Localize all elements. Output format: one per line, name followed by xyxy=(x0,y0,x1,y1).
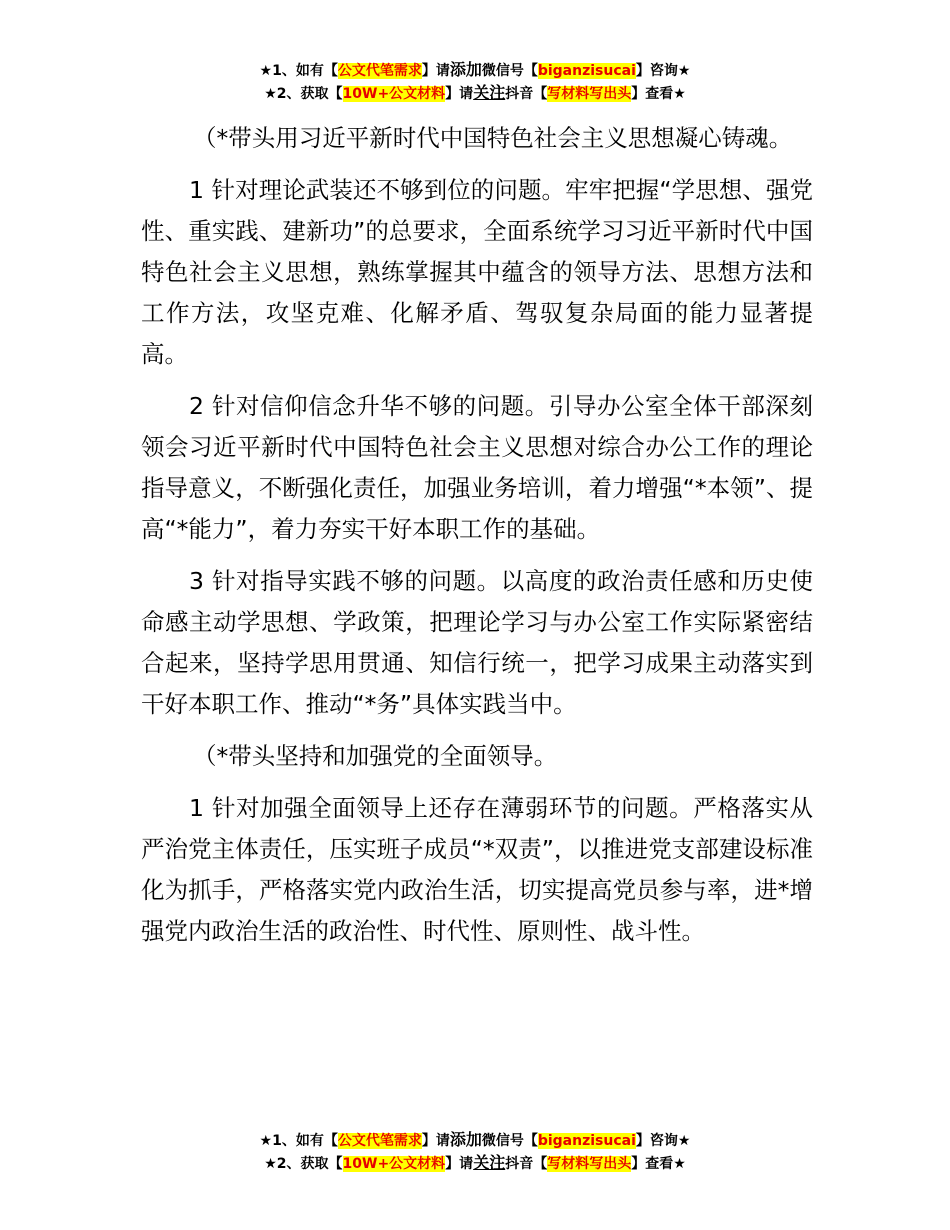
section-heading: （*带头用习近平新时代中国特色社会主义思想凝心铸魂。 xyxy=(193,124,793,152)
banner-line-2 xyxy=(0,1152,950,1175)
banner-line-1 xyxy=(0,59,950,82)
banner-text: 】查看★ xyxy=(631,86,686,102)
banner-highlight: biganzisucai xyxy=(537,1133,636,1149)
header-banner xyxy=(0,59,950,105)
banner-text: ★2、获取【 xyxy=(264,86,343,102)
banner-text: ★1、如有【 xyxy=(259,1133,338,1149)
banner-highlight: 写材料写出头 xyxy=(547,1156,632,1172)
banner-text: 】查看★ xyxy=(631,1156,686,1172)
banner-text: ★2、获取【 xyxy=(264,1156,343,1172)
body-paragraph: 1 针对理论武装还不够到位的问题。牢牢把握“学思想、强党性、重实践、建新功”的总要求，全面系统学习习近平新时代中国特色社会主义思想，熟练掌握其中蕴含的领导方法、思想方法和工作方法，攻坚克难、化解矛盾、驾驭复杂局面的能力显著提高。 xyxy=(141,176,813,368)
body-paragraph: 3 针对指导实践不够的问题。以高度的政治责任感和历史使命感主动学思想、学政策，把理论学习与办公室工作实际紧密结合起来，坚持学思用贯通、知信行统一，把学习成果主动落实到干好本职工作、推动“*务”具体实践当中。 xyxy=(141,567,813,718)
banner-text: 】请 xyxy=(421,1133,450,1149)
section-heading: （*带头坚持和加强党的全面领导。 xyxy=(193,742,558,770)
banner-highlight: 10W+公文材料 xyxy=(342,1156,446,1172)
banner-text: ★1、如有【 xyxy=(259,63,338,79)
banner-line-2 xyxy=(0,82,950,105)
body-paragraph: 1 针对加强全面领导上还存在薄弱环节的问题。严格落实从严治党主体责任，压实班子成员“*双责”，以推进党支部建设标准化为抓手，严格落实党内政治生活，切实提高党员参与率，进*增强党内政治生活的政治性、时代性、原则性、战斗性。 xyxy=(141,794,813,945)
banner-text: 】请 xyxy=(445,86,474,102)
banner-text: 】咨询★ xyxy=(635,63,691,79)
banner-text: 抖音【 xyxy=(505,1156,548,1172)
footer-banner xyxy=(0,1129,950,1175)
banner-highlight: 10W+公文材料 xyxy=(342,86,446,102)
banner-text: 】请 xyxy=(421,63,450,79)
banner-highlight: biganzisucai xyxy=(537,63,636,79)
banner-text: 】咨询★ xyxy=(635,1133,691,1149)
banner-text: 】请 xyxy=(445,1156,474,1172)
banner-emphasis: 关注 xyxy=(473,1153,506,1172)
banner-text: 微信号【 xyxy=(481,63,538,79)
banner-line-1 xyxy=(0,1129,950,1152)
banner-text: 微信号【 xyxy=(481,1133,538,1149)
banner-emphasis: 添加 xyxy=(449,1130,482,1149)
banner-text: 抖音【 xyxy=(505,86,548,102)
body-paragraph: 2 针对信仰信念升华不够的问题。引导办公室全体干部深刻领会习近平新时代中国特色社会主义思想对综合办公工作的理论指导意义，不断强化责任，加强业务培训，着力增强“*本领”、提高“*能力”，着力夯实干好本职工作的基础。 xyxy=(141,392,813,543)
banner-emphasis: 添加 xyxy=(449,60,482,79)
banner-emphasis: 关注 xyxy=(473,83,506,102)
banner-highlight: 公文代笔需求 xyxy=(337,63,422,79)
banner-highlight: 写材料写出头 xyxy=(547,86,632,102)
document-body xyxy=(141,118,813,963)
banner-highlight: 公文代笔需求 xyxy=(337,1133,422,1149)
